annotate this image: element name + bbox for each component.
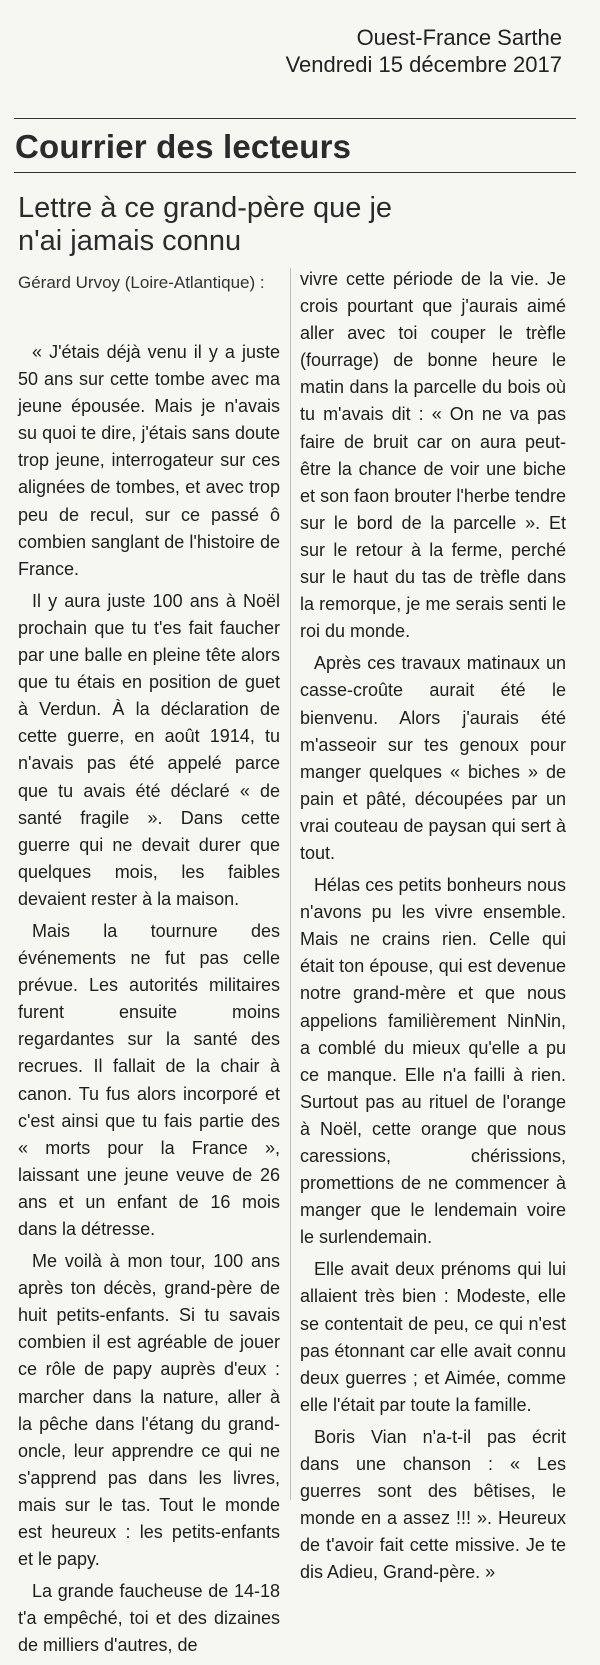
publication-date: Vendredi 15 décembre 2017: [285, 52, 562, 77]
article-paragraph: Il y aura juste 100 ans à Noël prochain que tu t'es fait faucher par une balle en pleine tête alors que tu étais en position de guet à Verdun. À la déclaration de cette guerre, en août 1914, tu n'avais pas été appelé parce que tu avais été déclaré « de santé fragile ». Dans cette guerre qui ne devait durer que quelques mois, les faibles devaient rester à la maison.: [18, 590, 280, 909]
article-paragraph: Me voilà à mon tour, 100 ans après ton décès, grand-père de huit petits-enfants. Si tu savais combien il est agréable de jouer ce rôle de papy auprès d'eux : marcher dans la nature, aller à la pêche dans l'étang du grand-oncle, leur apprendre ce qui ne s'apprend pas dans les livres, mais sur le tas. Tout le monde est heureux : les petits-enfants et le papy.: [18, 1251, 280, 1570]
article-headline: Lettre à ce grand-père que je n'ai jamais connu: [18, 192, 393, 257]
masthead: [286, 24, 562, 78]
article-paragraph: La grande faucheuse de 14-18 t'a empêché, toi et des dizaines de milliers d'autres, de: [18, 1581, 280, 1656]
article-paragraph: vivre cette période de la vie. Je crois pourtant que j'aurais aimé aller avec toi couper le trèfle (fourrage) de bonne heure le matin dans la parcelle du bois où tu m'avais dit : « On ne va pas faire de bruit car on aura peut-être la chance de voir une biche et son faon brouter l'herbe tendre sur le bord de la parcelle ». Et sur le retour à la ferme, perché sur le haut du tas de trèfle dans la remorque, je me serais senti le roi du monde.: [300, 269, 566, 642]
article-paragraph: Mais la tournure des événements ne fut pas celle prévue. Les autorités militaires furent ensuite moins regardantes sur la santé des recrues. Il fallait de la chair à canon. Tu fus alors incorporé et c'est ainsi que tu fais partie des « morts pour la France », laissant une jeune veuve de 26 ans et un enfant de 16 mois dans la détresse.: [18, 920, 280, 1239]
article-column-left: [18, 339, 280, 1665]
article-paragraph: Après ces travaux matinaux un casse-croûte aurait été le bienvenu. Alors j'aurais été m'asseoir sur tes genoux pour manger quelques « biches » de pain et pâté, découpées par un vrai couteau de paysan qui sert à tout.: [300, 653, 566, 863]
article-author: Gérard Urvoy (Loire-Atlantique) :: [18, 273, 265, 292]
column-divider: [290, 268, 291, 1500]
article-paragraph: Boris Vian n'a-t-il pas écrit dans une chanson : « Les guerres sont des bêtises, le monde en a assez !!! ». Heureux de t'avoir fait cette missive. Je te dis Adieu, Grand-père. »: [300, 1426, 566, 1583]
publication-name: Ouest-France Sarthe: [356, 25, 562, 50]
article-paragraph: Elle avait deux prénoms qui lui allaient très bien : Modeste, elle se contentait de peu, ce qui n'est pas étonnant car elle avait connu deux guerres ; et Aimée, comme elle l'était par toute la famille.: [300, 1259, 566, 1415]
top-divider: [14, 118, 576, 119]
article-paragraph: Hélas ces petits bonheurs nous n'avons pu les vivre ensemble. Mais ne crains rien. Celle qui était ton épouse, qui est devenue notre grand-mère et que nous appelions familièrement NinNin, a comblé du mieux qu'elle a pu ce manque. Elle n'a failli à rien. Surtout pas au rituel de l'orange à Noël, cette orange que nous caressions, chérissions, promettions de ne commencer à manger que le lendemain voire le surlendemain.: [300, 875, 566, 1248]
section-title: Courrier des lecteurs: [15, 128, 352, 165]
section-divider: [14, 172, 576, 173]
article-paragraph: « J'étais déjà venu il y a juste 50 ans sur cette tombe avec ma jeune épousée. Mais je n'avais su quoi te dire, j'étais sans doute trop jeune, interrogateur sur ces alignées de tombes, et avec trop peu de recul, sur ce passé ô combien sanglant de l'histoire de France.: [18, 342, 280, 579]
article-column-right: [300, 266, 566, 1592]
